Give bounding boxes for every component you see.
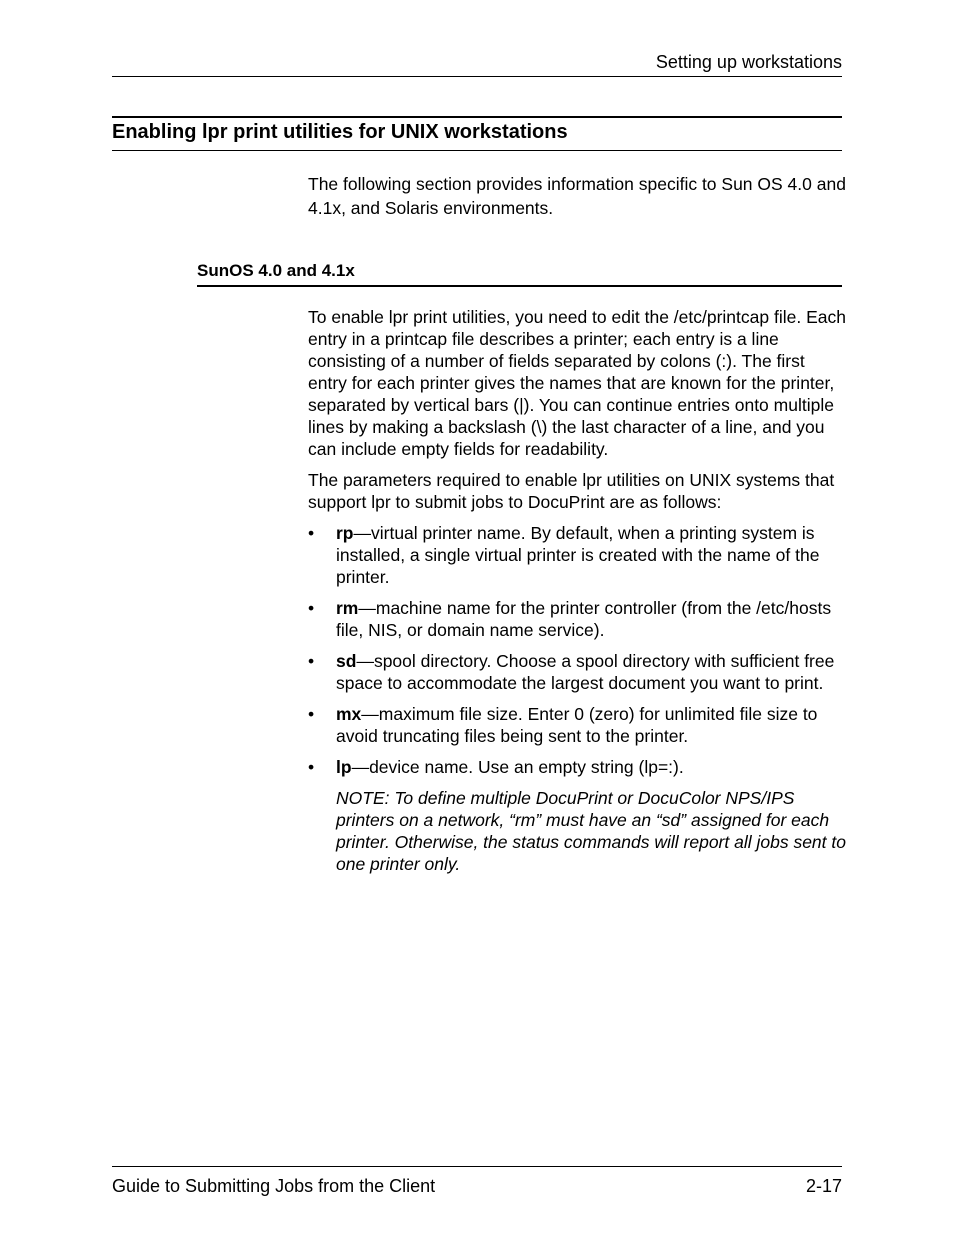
parameter-term: lp bbox=[336, 757, 352, 777]
subsection-rule bbox=[197, 285, 842, 287]
section-rule-bottom bbox=[112, 150, 842, 151]
note: NOTE: To define multiple DocuPrint or DocuColor NPS/IPS printers on a network, “rm” must have an “sd” assigned for each printer. Otherwise, the status commands will report all jobs sent to one printer only. bbox=[336, 788, 846, 874]
list-item bbox=[308, 522, 848, 588]
running-header: Setting up workstations bbox=[655, 52, 842, 72]
list-item bbox=[308, 597, 848, 641]
subsection-body bbox=[308, 306, 848, 884]
section-title: Enabling lpr print utilities for UNIX workstations bbox=[112, 121, 568, 143]
parameter-term: mx bbox=[336, 704, 362, 724]
parameter-description: —maximum file size. Enter 0 (zero) for unlimited file size to avoid truncating files being sent to the printer. bbox=[336, 704, 818, 746]
parameter-term: rp bbox=[336, 523, 354, 543]
paragraph: To enable lpr print utilities, you need to edit the /etc/printcap file. Each entry in a printcap file describes a printer; each entry is a line consisting of a number of fields separated by colons (:). The first entry for each printer gives the names that are known for the printer, separated by vertical bars (|). You can continue entries onto multiple lines by making a backslash (\) the last character of a line, and you can include empty fields for readability. bbox=[308, 307, 846, 459]
parameter-term: sd bbox=[336, 651, 357, 671]
parameter-description: —virtual printer name. By default, when a printing system is installed, a single virtual printer is created with the name of the printer. bbox=[336, 523, 820, 587]
list-item bbox=[308, 650, 848, 694]
list-item bbox=[308, 703, 848, 747]
bullet-icon: • bbox=[308, 757, 315, 777]
footer-rule bbox=[112, 1166, 842, 1167]
bullet-icon: • bbox=[308, 704, 315, 724]
bullet-icon: • bbox=[308, 651, 315, 671]
parameter-description: —device name. Use an empty string (lp=:). bbox=[351, 757, 684, 777]
section-intro: The following section provides information specific to Sun OS 4.0 and 4.1x, and Solaris environments. bbox=[308, 174, 846, 218]
paragraph: The parameters required to enable lpr utilities on UNIX systems that support lpr to submit jobs to DocuPrint are as follows: bbox=[308, 470, 835, 512]
parameter-term: rm bbox=[336, 598, 359, 618]
parameter-description: —machine name for the printer controller (from the /etc/hosts file, NIS, or domain name service). bbox=[336, 598, 832, 640]
section-rule-top bbox=[112, 116, 842, 118]
subsection-title: SunOS 4.0 and 4.1x bbox=[197, 261, 355, 280]
bullet-icon: • bbox=[308, 598, 315, 618]
parameter-description: —spool directory. Choose a spool directory with sufficient free space to accommodate the largest document you want to print. bbox=[336, 651, 835, 693]
bullet-icon: • bbox=[308, 523, 315, 543]
footer-title: Guide to Submitting Jobs from the Client bbox=[112, 1176, 436, 1196]
parameter-list bbox=[308, 522, 848, 778]
page-number: 2-17 bbox=[805, 1176, 842, 1196]
list-item bbox=[308, 756, 848, 778]
header-rule bbox=[112, 76, 842, 77]
